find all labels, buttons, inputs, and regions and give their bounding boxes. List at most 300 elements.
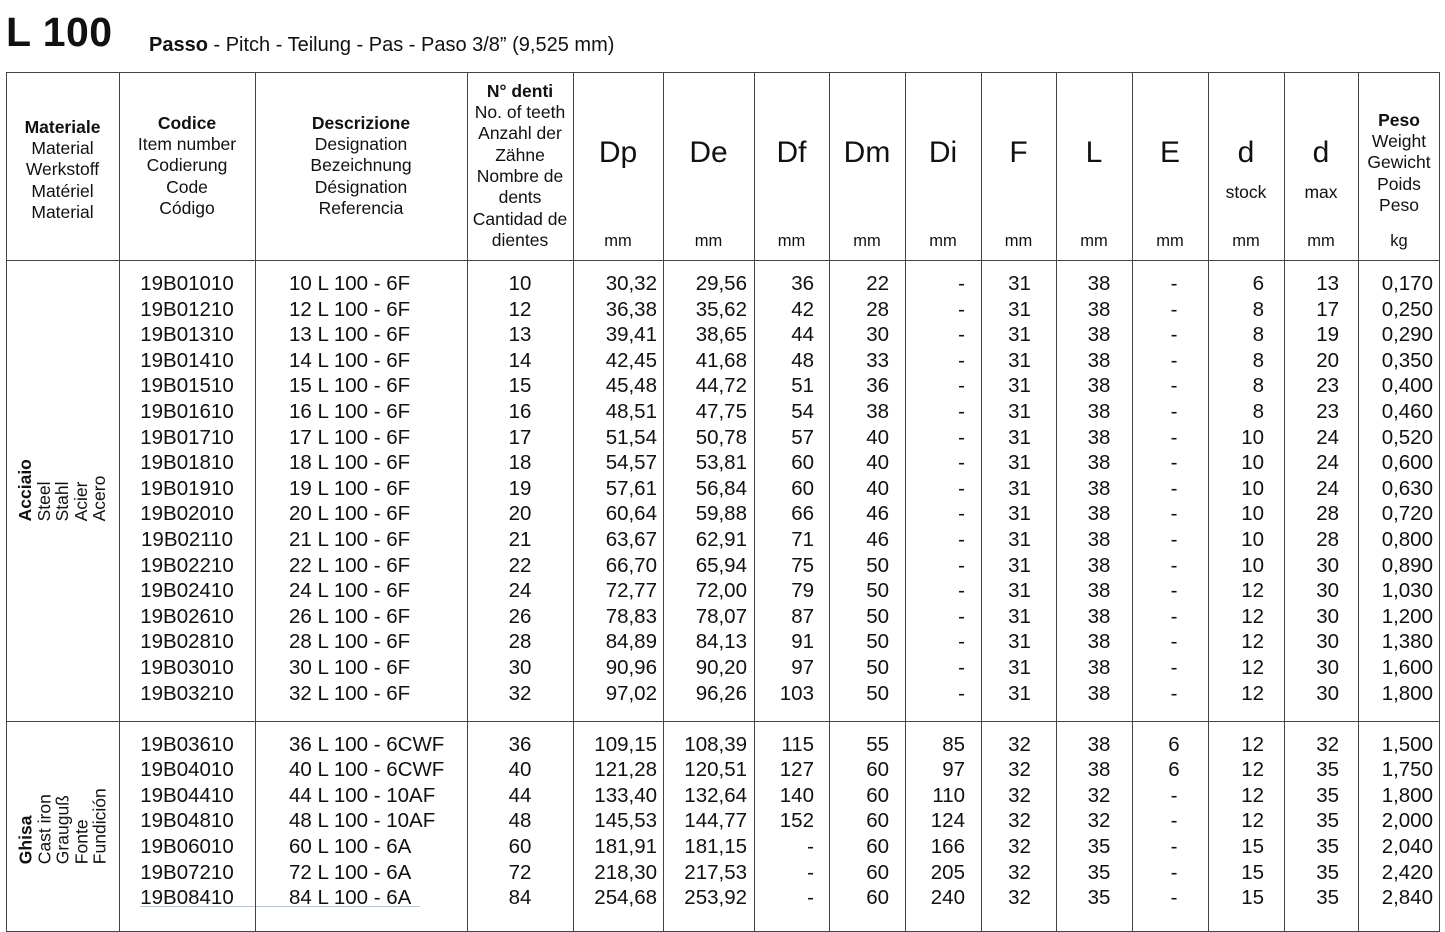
table-cell: 124 — [930, 809, 965, 833]
table-cell: 19B04810 — [140, 809, 234, 833]
dim-unit: mm — [853, 232, 881, 250]
pitch-subtitle — [149, 34, 614, 56]
column-divider — [1284, 72, 1285, 932]
header-codice — [119, 72, 255, 260]
dim-unit: mm — [1232, 232, 1260, 250]
table-cell: 38 — [1087, 476, 1111, 500]
column-divider — [1056, 72, 1057, 932]
table-cell: 28 — [866, 297, 889, 321]
table-cell: 38 — [1087, 681, 1111, 705]
table-cell: 32 L 100 - 6F — [289, 681, 411, 705]
dim-subscript: max — [1304, 182, 1338, 202]
column-divider — [255, 72, 256, 932]
table-cell: - — [958, 272, 965, 295]
table-cell: 8 — [1252, 323, 1264, 347]
table-cell: 12 — [1241, 809, 1264, 833]
table-cell: 55 — [866, 732, 889, 756]
table-cell: 36 — [508, 732, 532, 756]
table-cell: 12 — [1241, 656, 1264, 679]
table-cell: 30 — [1316, 579, 1339, 603]
table-cell: 30 — [1316, 630, 1339, 654]
table-cell: 72 L 100 - 6A — [289, 860, 412, 884]
table-cell: 23 — [1316, 374, 1339, 398]
table-cell: 240 — [930, 886, 965, 910]
table-cell: 38 — [1087, 323, 1111, 347]
dim-unit: mm — [694, 232, 723, 250]
header-dim-d-stock — [1208, 72, 1284, 260]
table-cell: 38 — [1087, 604, 1111, 628]
table-cell: - — [1170, 425, 1178, 449]
table-cell: 32 — [508, 681, 532, 705]
column-divider — [754, 72, 755, 932]
table-cell: - — [1170, 348, 1178, 372]
table-cell: 38 — [1087, 425, 1111, 449]
table-cell: 15 — [1241, 834, 1264, 858]
table-cell: 50 — [866, 656, 889, 679]
table-cell: 32 — [1008, 809, 1031, 833]
table-cell: 145,53 — [594, 809, 657, 833]
table-cell: 32 — [1008, 732, 1031, 756]
header-divider — [6, 260, 1440, 261]
column-divider — [1132, 72, 1133, 932]
table-cell: - — [958, 604, 965, 628]
table-cell: 54,57 — [605, 451, 657, 475]
header-dim-df — [754, 72, 829, 260]
dim-symbol: F — [1009, 136, 1028, 169]
header-line: Código — [159, 197, 215, 218]
subtitle-rest: - Pitch - Teilung - Pas - Paso 3/8” (9,525 mm) — [207, 34, 615, 56]
table-cell: 1,200 — [1381, 604, 1433, 628]
table-cell: 13 — [1316, 272, 1339, 295]
table-cell: - — [958, 323, 965, 347]
table-cell: 48 — [791, 348, 814, 372]
table-cell: 35,62 — [695, 297, 747, 321]
table-cell: 31 — [1008, 630, 1031, 654]
table-cell: 57 — [791, 425, 814, 449]
table-cell: 31 — [1008, 425, 1031, 449]
table-cell: 51 — [791, 374, 814, 398]
table-cell: 35 — [1087, 860, 1111, 884]
column-divider — [119, 72, 120, 932]
table-cell: 30 — [1316, 681, 1339, 705]
table-cell: 29,56 — [695, 272, 747, 295]
table-cell: 144,77 — [684, 809, 747, 833]
table-cell: - — [1170, 860, 1178, 884]
table-cell: 31 — [1008, 272, 1031, 295]
header-line: Poids — [1377, 173, 1421, 194]
table-row — [6, 681, 1440, 707]
table-cell: - — [1170, 681, 1178, 705]
table-cell: 66 — [791, 502, 814, 526]
header-line: Peso — [1379, 194, 1419, 215]
table-cell: 218,30 — [594, 860, 657, 884]
table-cell: 0,630 — [1381, 476, 1433, 500]
table-cell: 38 — [1087, 732, 1111, 756]
table-cell: 21 — [508, 528, 532, 551]
table-cell: 71 — [791, 528, 814, 551]
table-cell: 19B02410 — [140, 579, 234, 603]
header-line: Zähne — [495, 144, 545, 165]
table-cell: 50 — [866, 604, 889, 628]
table-cell: 0,890 — [1381, 553, 1433, 577]
table-cell: 38 — [1087, 502, 1111, 526]
table-cell: 10 — [1241, 502, 1264, 526]
table-cell: 31 — [1008, 297, 1031, 321]
table-cell: 40 — [866, 451, 889, 475]
table-cell: 32 — [1087, 783, 1111, 807]
table-cell: 31 — [1008, 374, 1031, 398]
table-row — [6, 629, 1440, 655]
table-cell: 0,460 — [1381, 400, 1433, 423]
table-cell: 19B03610 — [140, 732, 234, 756]
table-cell: - — [1170, 834, 1178, 858]
table-cell: 1,800 — [1381, 783, 1433, 807]
table-cell: 60 — [791, 451, 814, 475]
table-cell: 38 — [1087, 579, 1111, 603]
table-cell: 19B07210 — [140, 860, 234, 884]
table-cell: 253,92 — [684, 886, 747, 910]
table-cell: - — [1170, 374, 1178, 398]
table-cell: 35 — [1316, 783, 1339, 807]
column-divider — [981, 72, 982, 932]
table-cell: 12 — [1241, 579, 1264, 603]
table-cell: 50,78 — [695, 425, 747, 449]
table-cell: 19B04010 — [140, 758, 234, 782]
column-divider — [467, 72, 468, 932]
table-cell: 121,28 — [594, 758, 657, 782]
table-cell: 44 — [791, 323, 814, 347]
table-cell: 24 — [1316, 451, 1339, 475]
header-dim-l — [1056, 72, 1132, 260]
header-dim-f — [981, 72, 1056, 260]
header-denti — [467, 72, 573, 260]
table-cell: 46 — [866, 528, 889, 551]
table-cell: 78,83 — [605, 604, 657, 628]
table-row — [6, 322, 1440, 348]
table-row — [6, 399, 1440, 425]
table-cell: 33 — [866, 348, 889, 372]
table-cell: 8 — [1252, 400, 1264, 423]
table-cell: 28 — [1316, 528, 1339, 551]
table-cell: 60 — [791, 476, 814, 500]
table-cell: - — [958, 630, 965, 654]
table-cell: 62,91 — [695, 528, 747, 551]
table-cell: 84 L 100 - 6A — [289, 886, 412, 910]
table-cell: 0,520 — [1381, 425, 1433, 449]
table-cell: 60,64 — [605, 502, 657, 526]
table-cell: 38 — [1087, 630, 1111, 654]
table-cell: 22 L 100 - 6F — [289, 553, 411, 577]
table-cell: 60 — [866, 860, 889, 884]
material-line: Grauguß — [52, 795, 73, 865]
table-row — [6, 732, 1440, 758]
table-cell: - — [958, 476, 965, 500]
material-line: Acero — [89, 475, 110, 522]
table-row — [6, 578, 1440, 604]
table-cell: 28 L 100 - 6F — [289, 630, 411, 654]
table-row — [6, 348, 1440, 374]
table-cell: 24 — [1316, 476, 1339, 500]
table-cell: 22 — [866, 272, 889, 295]
table-cell: 8 — [1252, 297, 1264, 321]
table-cell: 22 — [508, 553, 532, 577]
table-cell: - — [958, 656, 965, 679]
table-cell: 38 — [1087, 348, 1111, 372]
table-cell: 46 — [866, 502, 889, 526]
table-cell: 20 — [1316, 348, 1339, 372]
table-cell: 152 — [779, 809, 814, 833]
dim-unit: mm — [777, 232, 806, 250]
table-cell: 28 — [1316, 502, 1339, 526]
table-cell: 10 — [1241, 451, 1264, 475]
table-cell: - — [1170, 297, 1178, 321]
table-cell: 19B01610 — [140, 400, 234, 423]
table-cell: 2,420 — [1381, 860, 1433, 884]
table-cell: 19B02010 — [140, 502, 234, 526]
header-line: Matériel — [31, 180, 94, 201]
table-cell: 19B08410 — [140, 886, 234, 910]
dim-unit: mm — [1156, 232, 1184, 250]
table-cell: 19B01910 — [140, 476, 234, 500]
header-line: Material — [31, 201, 94, 222]
table-cell: 35 — [1316, 834, 1339, 858]
header-line: Weight — [1371, 131, 1427, 152]
table-cell: 6 — [1252, 272, 1264, 295]
header-line: Peso — [1378, 109, 1420, 130]
table-cell: 132,64 — [684, 783, 747, 807]
table-cell: 21 L 100 - 6F — [289, 528, 411, 551]
dim-symbol: d — [1312, 136, 1330, 169]
table-cell: 60 — [866, 783, 889, 807]
table-cell: - — [807, 886, 814, 910]
table-cell: 90,96 — [605, 656, 657, 679]
table-cell: 35 — [1316, 758, 1339, 782]
table-cell: 12 — [1241, 783, 1264, 807]
table-cell: 115 — [781, 732, 814, 756]
table-cell: 24 — [1316, 425, 1339, 449]
material-line: Ghisa — [15, 815, 36, 865]
header-line: Désignation — [314, 176, 408, 197]
column-divider — [1208, 72, 1209, 932]
table-cell: 140 — [779, 783, 814, 807]
table-cell: 18 — [508, 451, 532, 475]
table-cell: 12 — [508, 297, 532, 321]
table-cell: 19B01710 — [140, 425, 234, 449]
table-cell: 87 — [791, 604, 814, 628]
table-cell: 13 — [508, 323, 532, 347]
table-cell: - — [1170, 553, 1178, 577]
table-cell: 31 — [1008, 681, 1031, 705]
header-line: dents — [498, 187, 542, 208]
page-title: L 100 — [6, 9, 113, 55]
table-cell: 31 — [1008, 604, 1031, 628]
table-cell: 32 — [1008, 860, 1031, 884]
table-cell: 30 — [1316, 604, 1339, 628]
table-cell: 72,00 — [695, 579, 747, 603]
table-cell: 31 — [1008, 323, 1031, 347]
table-cell: 12 — [1241, 604, 1264, 628]
table-cell: 31 — [1008, 528, 1031, 551]
table-cell: 30 — [1316, 553, 1339, 577]
table-cell: 38 — [1087, 272, 1111, 295]
table-cell: 0,290 — [1381, 323, 1433, 347]
header-line: Descrizione — [311, 112, 411, 133]
column-divider — [663, 72, 664, 932]
table-cell: 23 — [1316, 400, 1339, 423]
table-cell: 32 — [1008, 834, 1031, 858]
table-cell: 19B03010 — [140, 656, 234, 679]
header-dim-dp — [573, 72, 663, 260]
table-cell: 40 — [508, 758, 532, 782]
table-cell: 30 — [1316, 656, 1339, 679]
header-line: Code — [166, 176, 208, 197]
table-cell: 44 — [508, 783, 532, 807]
table-cell: 40 — [866, 425, 889, 449]
table-cell: 45,48 — [605, 374, 657, 398]
table-cell: 24 — [508, 579, 532, 603]
table-cell: 30 — [508, 656, 532, 679]
table-cell: 35 — [1316, 809, 1339, 833]
table-cell: 31 — [1008, 553, 1031, 577]
table-cell: 12 — [1241, 630, 1264, 654]
table-cell: 56,84 — [695, 476, 747, 500]
table-cell: 19B02110 — [141, 528, 233, 551]
table-cell: 110 — [932, 783, 965, 807]
table-cell: 35 — [1087, 834, 1111, 858]
material-line: Steel — [33, 481, 54, 522]
table-cell: 205 — [930, 860, 965, 884]
table-cell: 50 — [866, 630, 889, 654]
table-cell: 19B03210 — [140, 681, 234, 705]
table-cell: 42 — [791, 297, 814, 321]
table-cell: 48,51 — [605, 400, 657, 423]
table-cell: - — [958, 681, 965, 705]
table-cell: 12 — [1241, 732, 1264, 756]
dim-symbol: E — [1159, 136, 1180, 169]
table-cell: 17 — [508, 425, 532, 449]
row-underline — [140, 906, 420, 907]
table-cell: 19 — [508, 476, 532, 500]
dim-symbol: Df — [776, 136, 807, 169]
table-cell: - — [958, 400, 965, 423]
table-cell: 97 — [942, 758, 965, 782]
table-cell: - — [958, 425, 965, 449]
table-cell: 63,67 — [605, 528, 657, 551]
column-divider — [829, 72, 830, 932]
table-cell: 31 — [1008, 400, 1031, 423]
table-row — [6, 655, 1440, 681]
header-line: Cantidad de — [472, 208, 568, 229]
table-cell: - — [807, 860, 814, 884]
table-cell: 44,72 — [695, 374, 747, 398]
table-cell: 84,89 — [605, 630, 657, 654]
table-cell: 60 — [866, 809, 889, 833]
table-cell: 39,41 — [605, 323, 657, 347]
table-cell: 127 — [779, 758, 814, 782]
dim-symbol: Di — [928, 136, 958, 169]
dim-subscript: stock — [1225, 182, 1267, 202]
header-line: No. of teeth — [474, 102, 566, 123]
table-cell: 16 L 100 - 6F — [289, 400, 411, 423]
table-cell: 38 — [1087, 656, 1111, 679]
table-cell: - — [1170, 630, 1178, 654]
table-cell: 50 — [866, 681, 889, 705]
table-cell: 31 — [1008, 476, 1031, 500]
table-cell: - — [1170, 502, 1178, 526]
table-cell: 8 — [1252, 348, 1264, 372]
table-cell: 12 — [1241, 681, 1264, 705]
table-cell: 31 — [1008, 502, 1031, 526]
table-cell: 181,91 — [594, 834, 657, 858]
header-line: Codice — [157, 112, 217, 133]
table-cell: 14 — [508, 348, 532, 372]
table-cell: 50 — [866, 553, 889, 577]
table-cell: 18 L 100 - 6F — [289, 451, 411, 475]
table-cell: 1,800 — [1381, 681, 1433, 705]
table-cell: 32 — [1316, 732, 1339, 756]
table-cell: 75 — [791, 553, 814, 577]
table-cell: 8 — [1252, 374, 1264, 398]
table-cell: 6 — [1168, 758, 1180, 782]
table-cell: 20 — [508, 502, 532, 526]
header-dim-d-max — [1284, 72, 1358, 260]
table-cell: - — [807, 834, 814, 858]
table-cell: 217,53 — [684, 860, 747, 884]
table-cell: 19 — [1316, 323, 1339, 347]
table-cell: 15 — [1241, 886, 1264, 910]
table-cell: - — [1170, 656, 1178, 679]
dim-symbol: d — [1237, 136, 1255, 169]
table-cell: 40 L 100 - 6CWF — [289, 758, 445, 782]
table-cell: 38 — [1087, 758, 1111, 782]
table-row — [6, 604, 1440, 630]
header-line: Nombre de — [476, 166, 564, 186]
table-cell: - — [958, 374, 965, 398]
header-line: Material — [31, 138, 94, 159]
header-line: dientes — [491, 229, 549, 250]
table-cell: 36 — [866, 374, 889, 398]
table-cell: 85 — [942, 732, 965, 756]
subtitle-bold: Passo — [149, 34, 208, 56]
table-cell: 19B01410 — [140, 348, 234, 372]
table-cell: 120,51 — [684, 758, 747, 782]
header-descrizione — [255, 72, 467, 260]
table-cell: 44 L 100 - 10AF — [289, 783, 436, 807]
dim-unit: mm — [604, 232, 632, 250]
material-line: Acier — [70, 481, 91, 522]
table-cell: 42,45 — [605, 348, 657, 372]
table-cell: 47,75 — [695, 400, 747, 423]
table-cell: 19B01810 — [140, 451, 234, 475]
table-cell: 109,15 — [594, 732, 657, 756]
table-cell: 15 — [508, 374, 532, 398]
table-cell: 0,170 — [1381, 272, 1433, 295]
group-divider — [6, 721, 1440, 722]
table-cell: 2,000 — [1381, 809, 1433, 833]
table-cell: 19B02610 — [140, 604, 234, 628]
table-cell: 38 — [866, 400, 889, 423]
table-cell: 65,94 — [695, 553, 747, 577]
table-cell: 35 — [1316, 860, 1339, 884]
table-cell: 19B02810 — [140, 630, 234, 654]
table-row — [6, 271, 1440, 297]
table-cell: 13 L 100 - 6F — [289, 323, 411, 347]
table-row — [6, 860, 1440, 886]
dim-unit: mm — [929, 232, 957, 250]
table-cell: 78,07 — [695, 604, 747, 628]
material-line: Fonte — [70, 819, 91, 865]
table-row — [6, 757, 1440, 783]
